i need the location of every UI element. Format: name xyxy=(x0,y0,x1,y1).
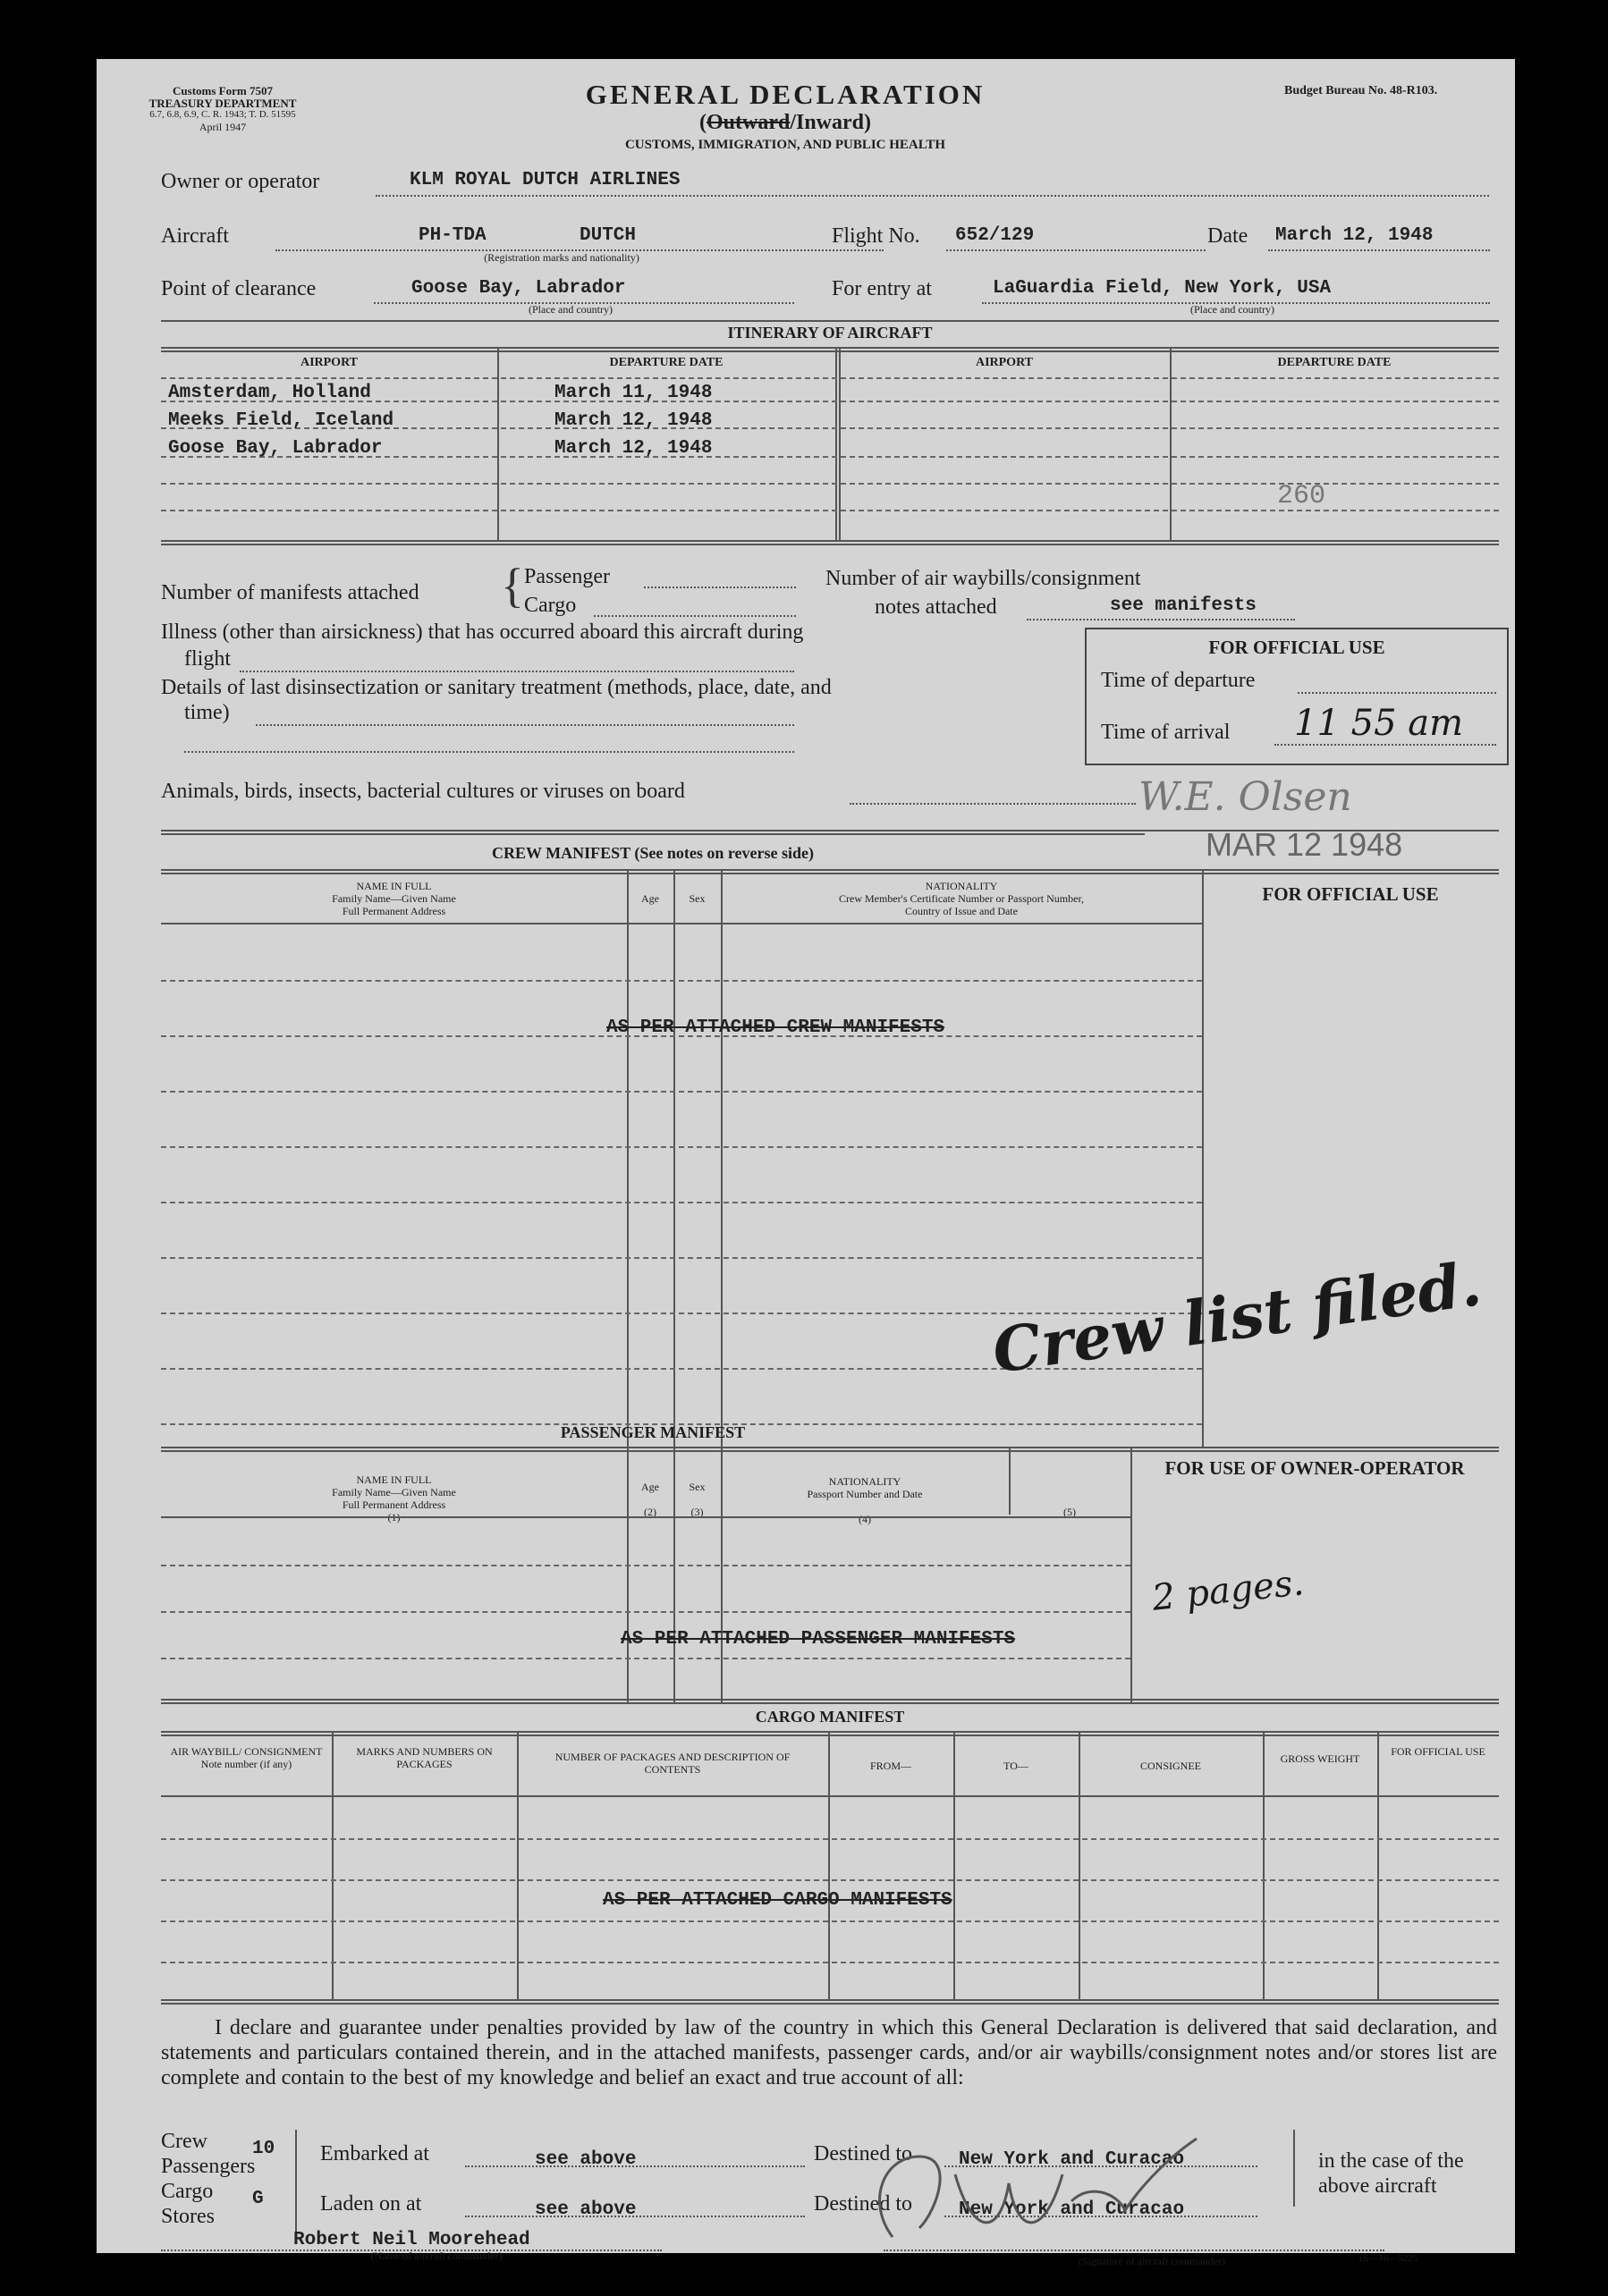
cargo-h-packages: NUMBER OF PACKAGES AND DESCRIPTION OF CONTENTS xyxy=(554,1751,791,1776)
flight-value: 652/129 xyxy=(955,225,1035,246)
commander-signature xyxy=(857,2103,1232,2255)
form-date: April 1947 xyxy=(199,121,247,133)
date-label: Date xyxy=(1207,224,1248,248)
manifests-passenger-label: Passenger xyxy=(524,565,610,588)
waybills-label-1: Number of air waybills/consignment xyxy=(825,567,1141,590)
passenger-h-owner: FOR USE OF OWNER-OPERATOR xyxy=(1164,1457,1465,1479)
itin-date-row-3: March 12, 1948 xyxy=(554,438,713,459)
official-use-title: FOR OFFICIAL USE xyxy=(1208,637,1385,658)
case-label-2: above aircraft xyxy=(1318,2174,1437,2198)
passenger-h-age: Age (2) xyxy=(641,1481,659,1518)
entry-caption: (Place and country) xyxy=(1190,303,1274,316)
form-title: GENERAL DECLARATION xyxy=(585,79,986,110)
owner-label: Owner or operator xyxy=(161,170,320,193)
crew-h-sex: Sex xyxy=(689,892,706,905)
itin-header-date-1: DEPARTURE DATE xyxy=(609,356,724,369)
entry-label: For entry at xyxy=(832,277,932,300)
itinerary-title: ITINERARY OF AIRCRAFT xyxy=(727,324,933,342)
manifests-cargo-label: Cargo xyxy=(524,594,577,617)
declaration-text: I declare and guarantee under penalties provided by law of the country in which this General Declaration is delivered that said declaration, and statements and particulars contained therein, and in the attached manifests, passenger cards, and/or air waybills/consignment notes and/or stores list are complete and contain to the best of my knowledge and belief an exact and true account of all: xyxy=(161,2016,1497,2089)
manifests-brace: { xyxy=(501,559,524,612)
waybills-label-2: notes attached xyxy=(875,595,997,619)
form-subtitle: (Outward/Inward) xyxy=(698,111,872,134)
cargo-h-waybill: AIR WAYBILL/ CONSIGNMENT Note number (if any) xyxy=(170,1745,323,1770)
aircraft-label: Aircraft xyxy=(161,224,229,248)
destined-label-2: Destined to xyxy=(814,2192,912,2216)
crew-h-name: NAME IN FULL Family Name—Given Name Full Permanent Address xyxy=(332,880,456,917)
itin-header-airport-1: AIRPORT xyxy=(300,356,359,369)
budget-bureau: Budget Bureau No. 48-R103. xyxy=(1284,84,1438,97)
print-code: c6—16—5225 xyxy=(1359,2253,1418,2264)
itin-header-airport-2: AIRPORT xyxy=(975,356,1034,369)
owner-value: KLM ROYAL DUTCH AIRLINES xyxy=(410,170,681,190)
date-stamp: MAR 12 1948 xyxy=(1206,826,1403,863)
passengers-label: Passengers xyxy=(161,2155,256,2178)
signature-caption: (Signature of aircraft commander) xyxy=(1078,2255,1226,2267)
flight-label: Flight No. xyxy=(832,224,920,248)
aircraft-nationality: DUTCH xyxy=(580,225,637,246)
passenger-note: 2 pages. xyxy=(1150,1562,1307,1619)
entry-value: LaGuardia Field, New York, USA xyxy=(993,278,1332,299)
aircraft-reg: PH-TDA xyxy=(419,225,487,246)
aircraft-caption: (Registration marks and nationality) xyxy=(484,251,639,264)
disinsect-label-1: Details of last disinsectization or sanitary treatment (methods, place, date, and xyxy=(161,676,832,699)
official-signature: W.E. Olsen xyxy=(1138,774,1352,820)
animals-label: Animals, birds, insects, bacterial cultures or viruses on board xyxy=(161,780,685,803)
destined-value-1: New York and Curacao xyxy=(959,2149,1185,2170)
cargo-h-to: TO— xyxy=(1003,1760,1028,1772)
manifests-label: Number of manifests attached xyxy=(161,581,419,604)
time-of-arrival-value: 11 55 am xyxy=(1294,703,1464,744)
itin-airport-row-1: Amsterdam, Holland xyxy=(168,383,371,403)
cargo-h-from: FROM— xyxy=(869,1760,911,1772)
crew-h-age: Age xyxy=(641,892,659,905)
case-label-1: in the case of the xyxy=(1318,2149,1464,2173)
form-page xyxy=(97,59,1515,2267)
official-use-box xyxy=(1085,628,1509,765)
commander-name-caption: (Name of aircraft commander) xyxy=(370,2250,503,2262)
form-id: Customs Form 7507 xyxy=(173,84,273,97)
laden-value: see above xyxy=(535,2199,637,2220)
cargo-value: G xyxy=(252,2189,264,2209)
crew-note: Crew list filed. xyxy=(988,1248,1486,1388)
cargo-h-weight: GROSS WEIGHT xyxy=(1280,1752,1360,1765)
itin-date-row-1: March 11, 1948 xyxy=(554,383,713,403)
clearance-value: Goose Bay, Labrador xyxy=(411,278,626,299)
outward-struck: Outward xyxy=(706,111,791,134)
passenger-h-nationality: NATIONALITY Passport Number and Date (4) xyxy=(807,1475,923,1525)
cargo-h-marks: MARKS AND NUMBERS ON PACKAGES xyxy=(356,1745,493,1770)
itin-stamp-number: 260 xyxy=(1277,481,1326,511)
crew-h-official: FOR OFFICIAL USE xyxy=(1262,883,1439,905)
clearance-caption: (Place and country) xyxy=(529,303,613,316)
crew-title: CREW MANIFEST (See notes on reverse side) xyxy=(492,844,814,862)
clearance-label: Point of clearance xyxy=(161,277,317,300)
laden-label: Laden on at xyxy=(320,2192,422,2216)
passenger-title: PASSENGER MANIFEST xyxy=(560,1423,746,1441)
time-of-arrival-label: Time of arrival xyxy=(1101,721,1231,744)
agencies: CUSTOMS, IMMIGRATION, AND PUBLIC HEALTH xyxy=(624,138,946,152)
passenger-h-sex: Sex (3) xyxy=(689,1481,706,1518)
regulations: 6.7, 6.8, 6.9, C. R. 1943; T. D. 51595 xyxy=(149,109,296,120)
embarked-label: Embarked at xyxy=(320,2142,429,2165)
passenger-h-col5: (5) xyxy=(1063,1506,1076,1518)
cargo-h-consignee: CONSIGNEE xyxy=(1140,1760,1201,1772)
cargo-entry: AS PER ATTACHED CARGO MANIFESTS xyxy=(603,1890,952,1911)
waybills-value: see manifests xyxy=(1110,595,1257,616)
crew-label: Crew xyxy=(161,2130,207,2153)
disinsect-label-2: time) xyxy=(184,701,230,724)
crew-entry: AS PER ATTACHED CREW MANIFESTS xyxy=(606,1017,945,1038)
crew-count: 10 xyxy=(252,2139,275,2159)
itin-airport-row-2: Meeks Field, Iceland xyxy=(168,410,394,431)
itin-airport-row-3: Goose Bay, Labrador xyxy=(168,438,383,459)
crew-h-nationality: NATIONALITY Crew Member's Certificate Number or Passport Number, Country of Issue and Date xyxy=(839,880,1084,917)
illness-label-2: flight xyxy=(184,647,231,671)
department: TREASURY DEPARTMENT xyxy=(148,97,297,110)
itin-header-date-2: DEPARTURE DATE xyxy=(1277,356,1392,369)
destined-label-1: Destined to xyxy=(814,2142,912,2165)
time-of-departure-label: Time of departure xyxy=(1101,669,1256,692)
illness-label-1: Illness (other than airsickness) that has occurred aboard this aircraft during xyxy=(161,620,804,644)
embarked-value: see above xyxy=(535,2149,637,2170)
cargo-h-official: FOR OFFICIAL USE xyxy=(1391,1745,1485,1758)
destined-value-2: New York and Curacao xyxy=(959,2199,1185,2220)
cargo-label: Cargo xyxy=(161,2180,214,2203)
commander-name: Robert Neil Moorehead xyxy=(293,2230,530,2250)
cargo-title: CARGO MANIFEST xyxy=(755,1708,905,1726)
passenger-entry: AS PER ATTACHED PASSENGER MANIFESTS xyxy=(621,1629,1016,1650)
date-value: March 12, 1948 xyxy=(1275,225,1434,246)
stores-label: Stores xyxy=(161,2205,215,2228)
itin-date-row-2: March 12, 1948 xyxy=(554,410,713,431)
passenger-h-name: NAME IN FULL Family Name—Given Name Full Permanent Address (1) xyxy=(332,1473,456,1524)
